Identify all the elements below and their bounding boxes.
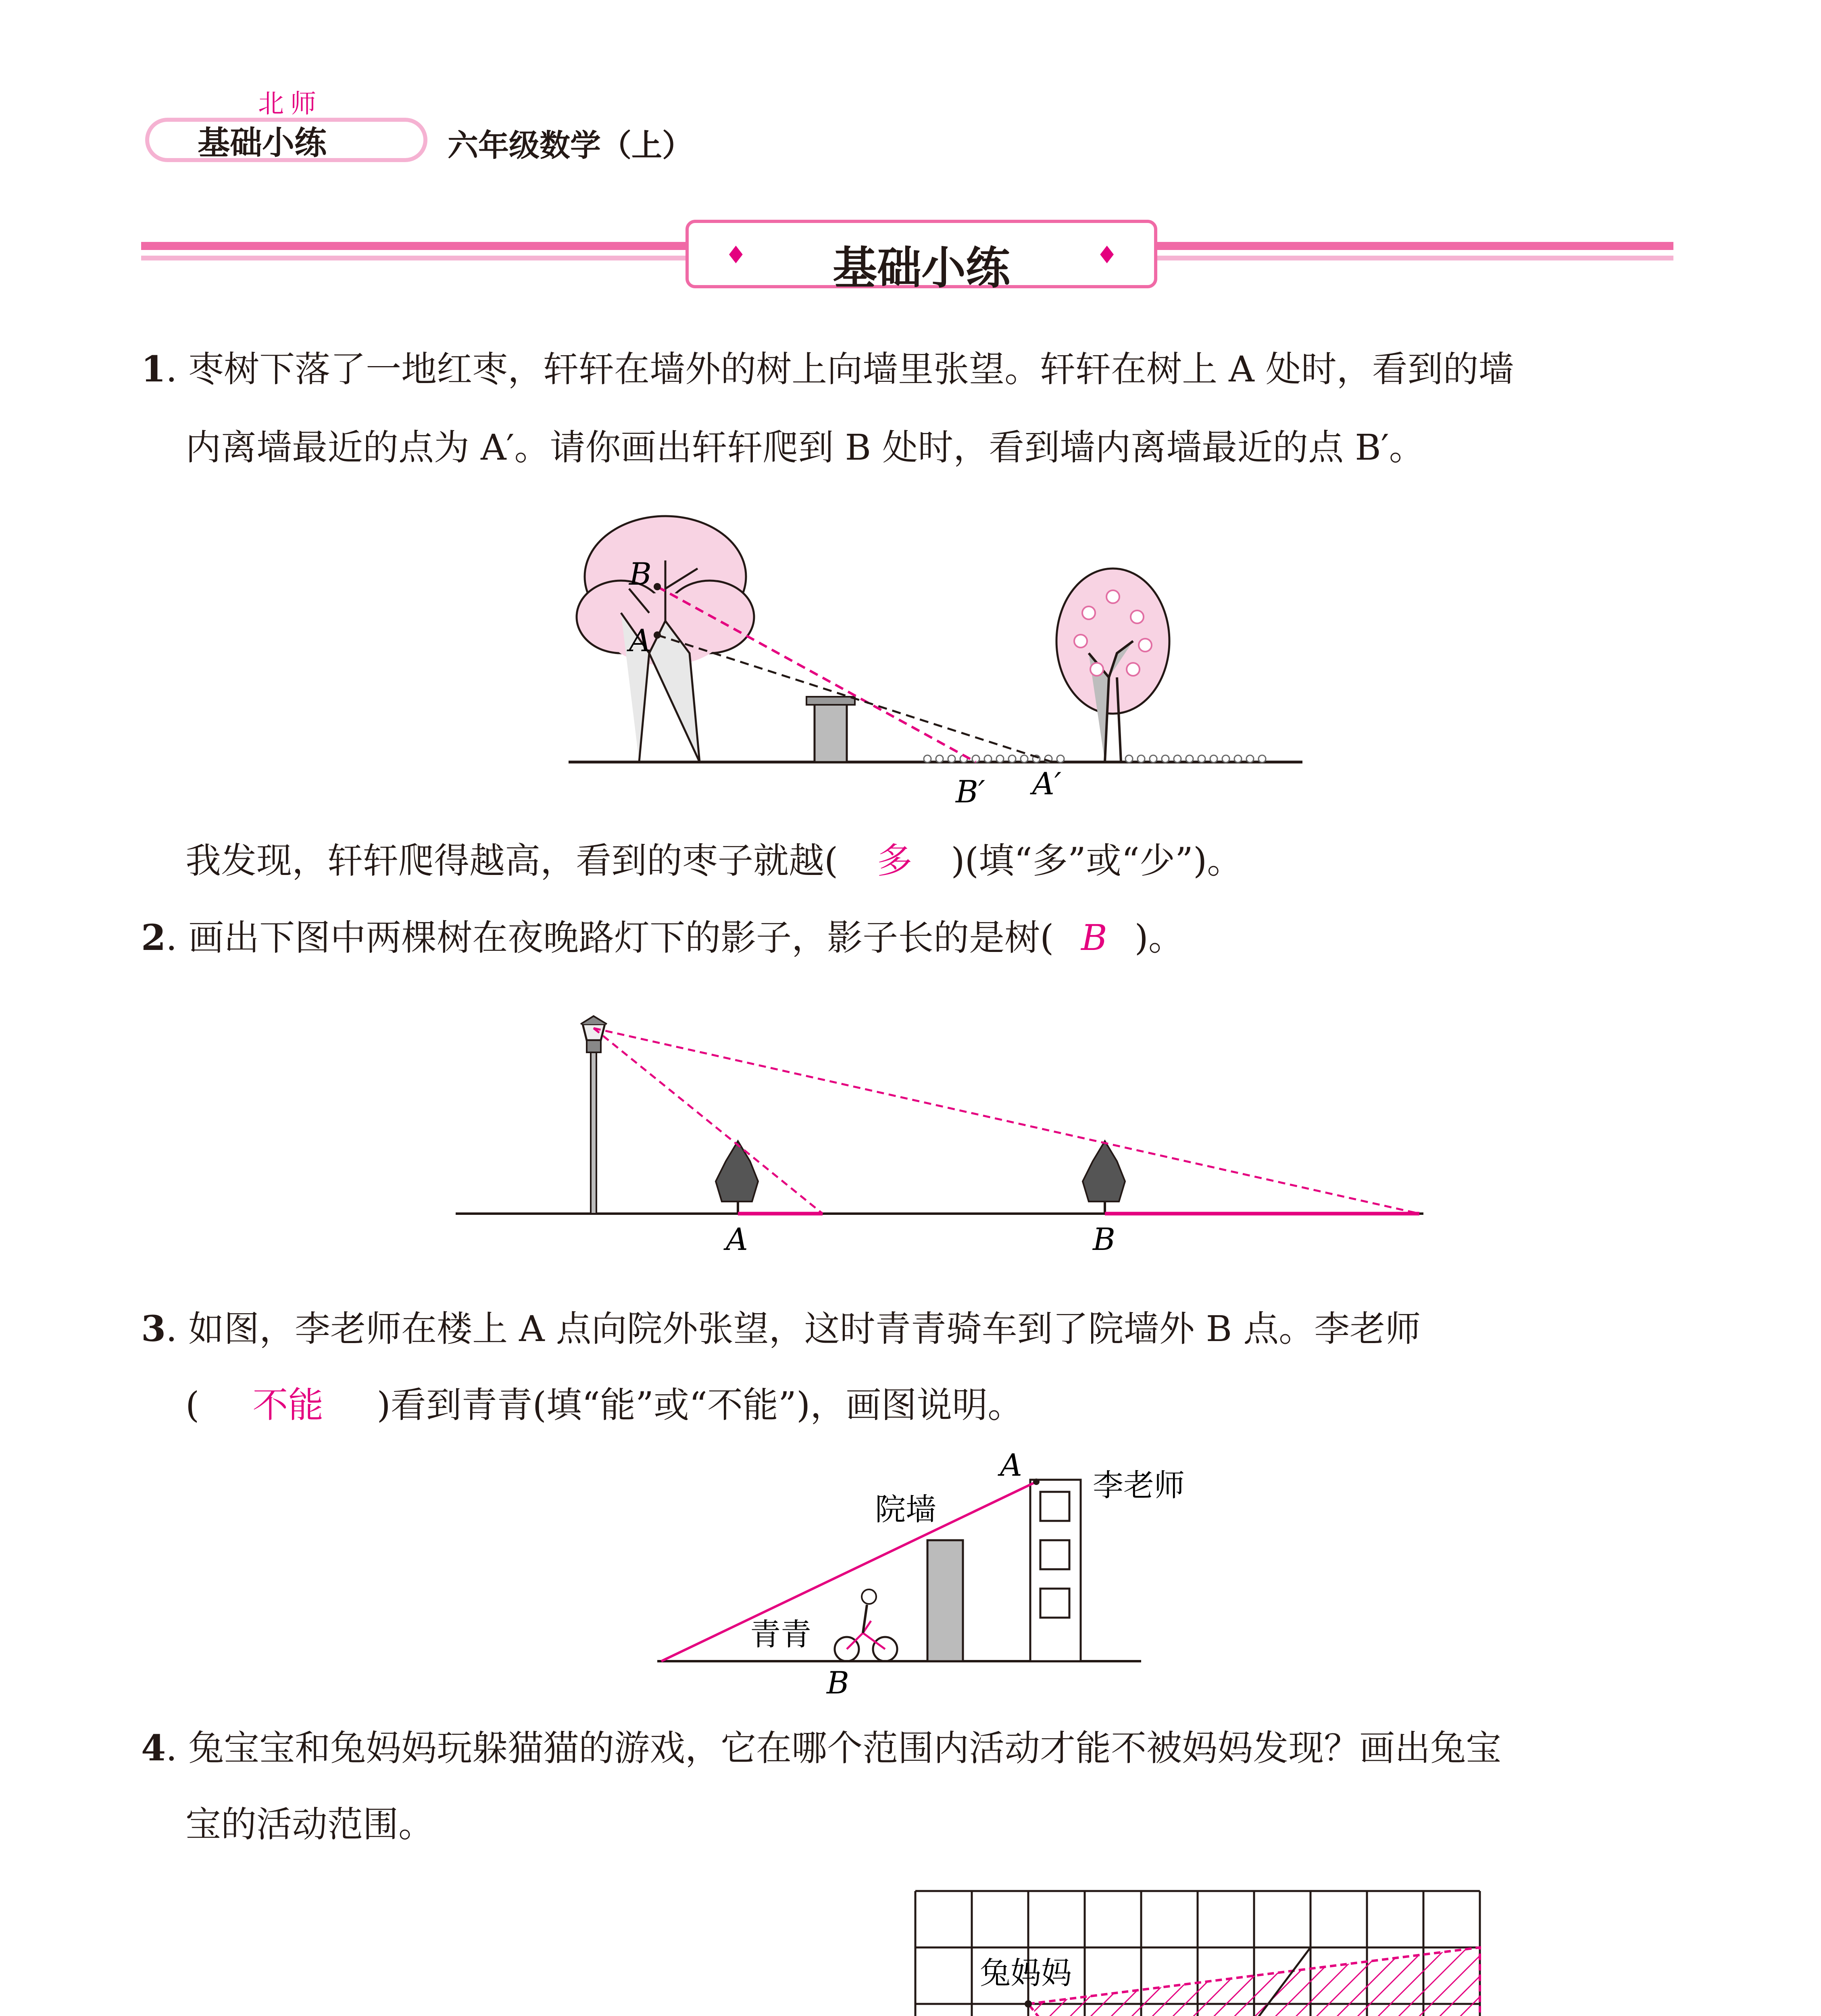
mom-point bbox=[1025, 2000, 1032, 2008]
series-name: 基础小练 bbox=[198, 124, 327, 162]
label-B: B bbox=[629, 556, 652, 592]
wall bbox=[806, 697, 855, 762]
q2-answer: B bbox=[1081, 917, 1107, 958]
label-tree-B: B bbox=[1093, 1221, 1115, 1257]
diamond-icon: ♦ bbox=[725, 241, 747, 269]
label-A: A bbox=[1000, 1447, 1022, 1483]
sight-line-A bbox=[657, 635, 1052, 762]
q1-answer: 多 bbox=[877, 840, 913, 881]
label-mom: 兔妈妈 bbox=[980, 1955, 1072, 1991]
q2-number: 2 bbox=[141, 916, 166, 958]
grade-title: 六年级数学（上） bbox=[448, 127, 693, 163]
q2-text-pre: . 画出下图中两棵树在夜晚路灯下的影子，影子长的是树( bbox=[166, 917, 1054, 958]
q4-text-line1: . 兔宝宝和兔妈妈玩躲猫猫的游戏，它在哪个范围内活动才能不被妈妈发现？画出兔宝 bbox=[166, 1727, 1502, 1769]
label-A: A bbox=[629, 623, 651, 658]
right-tree bbox=[1056, 569, 1169, 762]
building bbox=[1030, 1480, 1081, 1661]
q1-fill-post: )(填“多”或“少”)。 bbox=[951, 840, 1243, 881]
label-B-prime: B′ bbox=[956, 774, 986, 810]
q2-line bbox=[141, 899, 1184, 976]
shadow-ray-A bbox=[594, 1028, 823, 1214]
q3-paren-open: ( bbox=[185, 1384, 200, 1426]
q4-illustration bbox=[363, 2000, 806, 2016]
q3-text-line2: )看到青青(填“能”或“不能”)，画图说明。 bbox=[377, 1384, 1023, 1426]
q1-fill-line bbox=[185, 823, 1242, 899]
label-qingqing: 青青 bbox=[750, 1616, 811, 1652]
q1-line1 bbox=[141, 331, 1514, 408]
section-title-box bbox=[685, 220, 1157, 294]
label-B: B bbox=[827, 1665, 849, 1701]
q3-figure bbox=[653, 1447, 1185, 1718]
publisher-label: 北师 bbox=[258, 89, 323, 119]
q3-answer: 不能 bbox=[252, 1384, 324, 1426]
diamond-icon: ♦ bbox=[1096, 241, 1118, 269]
point-A bbox=[654, 631, 661, 639]
tree-A bbox=[716, 1141, 758, 1214]
series-logo bbox=[137, 81, 435, 177]
q1-figure bbox=[556, 508, 1315, 814]
point-B bbox=[654, 583, 661, 590]
q4-line1 bbox=[141, 1710, 1501, 1787]
tree-B bbox=[1083, 1141, 1125, 1214]
q2-figure bbox=[452, 1008, 1427, 1274]
courtyard-wall bbox=[927, 1540, 963, 1661]
label-A-prime: A′ bbox=[1032, 766, 1062, 802]
street-lamp bbox=[581, 1016, 607, 1214]
label-tree-A: A bbox=[726, 1221, 748, 1257]
q1-fill-pre: 我发现，轩轩爬得越高，看到的枣子就越( bbox=[185, 840, 838, 881]
left-tree bbox=[577, 516, 754, 762]
q3-line2 bbox=[185, 1367, 1023, 1443]
q1-number: 1 bbox=[141, 348, 166, 390]
q4-number: 4 bbox=[141, 1727, 166, 1769]
q4-grid-figure bbox=[911, 1887, 1492, 2016]
q3-line1 bbox=[141, 1290, 1421, 1367]
sight-line-AB bbox=[661, 1482, 1036, 1661]
q1-text-line1: . 枣树下落了一地红枣，轩轩在墙外的树上向墙里张望。轩轩在树上 A 处时，看到的墙 bbox=[166, 348, 1514, 390]
point-A bbox=[1033, 1479, 1040, 1485]
q1-text-line2: 内离墙最近的点为 A′。请你画出轩轩爬到 B 处时，看到墙内离墙最近的点 B′。 bbox=[185, 427, 1425, 468]
q3-number: 3 bbox=[141, 1308, 166, 1350]
bicycle-rider bbox=[835, 1589, 897, 1661]
q2-text-post: )。 bbox=[1134, 917, 1184, 958]
label-teacher: 李老师 bbox=[1093, 1467, 1185, 1503]
q4-text-line2: 宝的活动范围。 bbox=[185, 1804, 434, 1845]
label-wall: 院墙 bbox=[875, 1491, 936, 1527]
q3-text-line1: . 如图，李老师在楼上 A 点向院外张望，这时青青骑车到了院墙外 B 点。李老师 bbox=[166, 1308, 1421, 1350]
section-title: 基础小练 bbox=[833, 242, 1010, 294]
